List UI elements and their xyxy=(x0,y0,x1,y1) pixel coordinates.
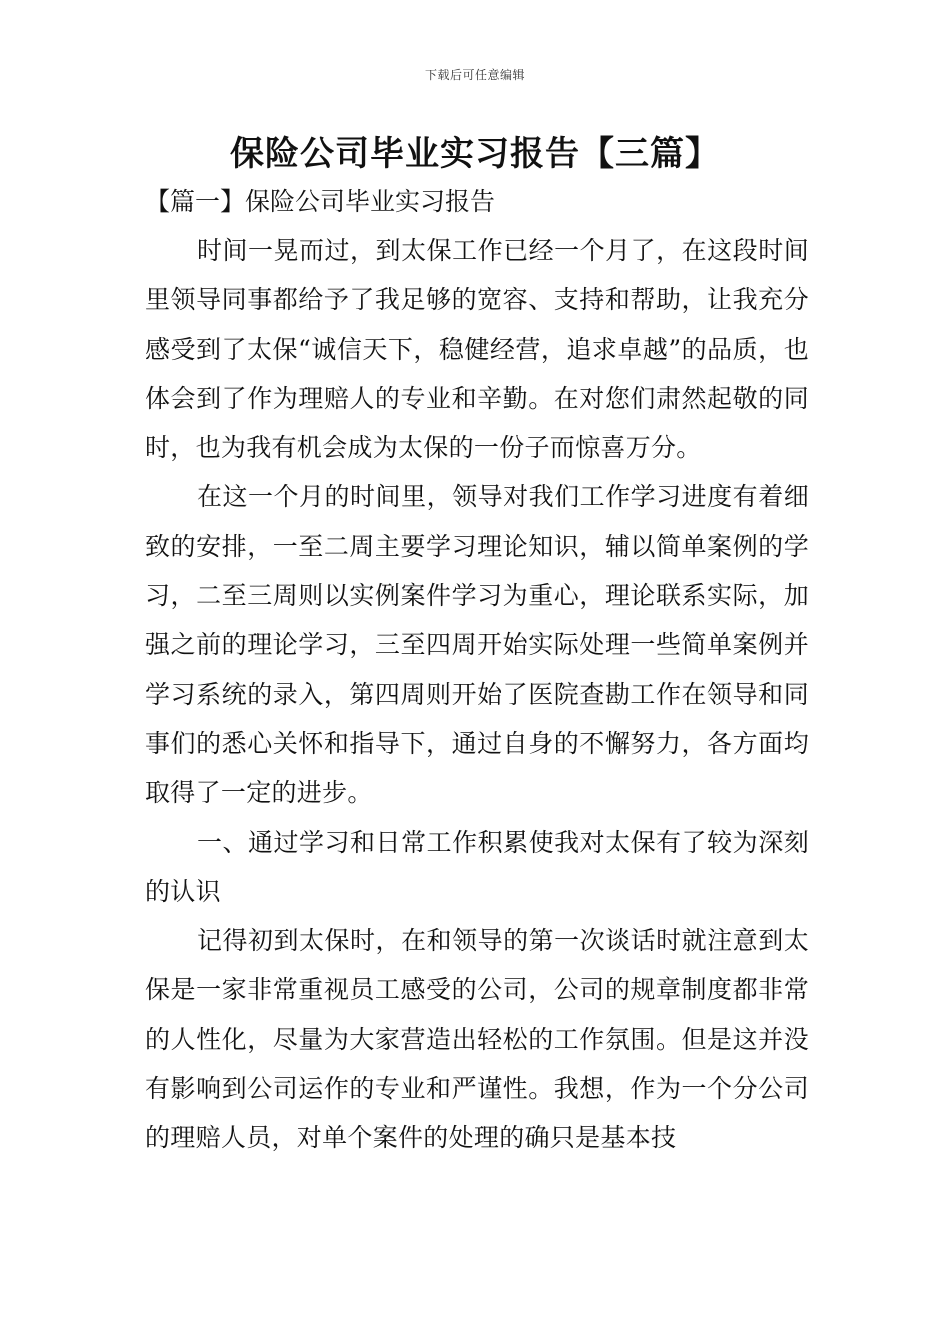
document-body xyxy=(145,226,809,1163)
paragraph-2: 在这一个月的时间里，领导对我们工作学习进度有着细致的安排，一至二周主要学习理论知识，辅以简单案例的学习，二至三周则以实例案件学习为重心，理论联系实际，加强之前的理论学习，三至四周开始实际处理一些简单案例并学习系统的录入，第四周则开始了医院查勘工作在领导和同事们的悉心关怀和指导下，通过自身的不懈努力，各方面均取得了一定的进步。 xyxy=(145,482,809,808)
paragraph-3-subheading: 一、通过学习和日常工作积累使我对太保有了较为深刻的认识 xyxy=(145,827,809,906)
section-heading: 【篇一】保险公司毕业实习报告 xyxy=(145,187,496,216)
paragraph-1: 时间一晃而过，到太保工作已经一个月了，在这段时间里领导同事都给予了我足够的宽容、支持和帮助，让我充分感受到了太保“诚信天下，稳健经营，追求卓越”的品质，也体会到了作为理赔人的专业和辛勤。在对您们肃然起敬的同时，也为我有机会成为太保的一份子而惊喜万分。 xyxy=(145,236,809,463)
document-title: 保险公司毕业实习报告【三篇】 xyxy=(230,134,720,174)
header-note: 下载后可任意编辑 xyxy=(424,68,525,82)
paragraph-4: 记得初到太保时，在和领导的第一次谈话时就注意到太保是一家非常重视员工感受的公司，公司的规章制度都非常的人性化，尽量为大家营造出轻松的工作氛围。但是这并没有影响到公司运作的专业和严谨性。我想，作为一个分公司的理赔人员，对单个案件的处理的确只是基本技 xyxy=(145,926,809,1153)
